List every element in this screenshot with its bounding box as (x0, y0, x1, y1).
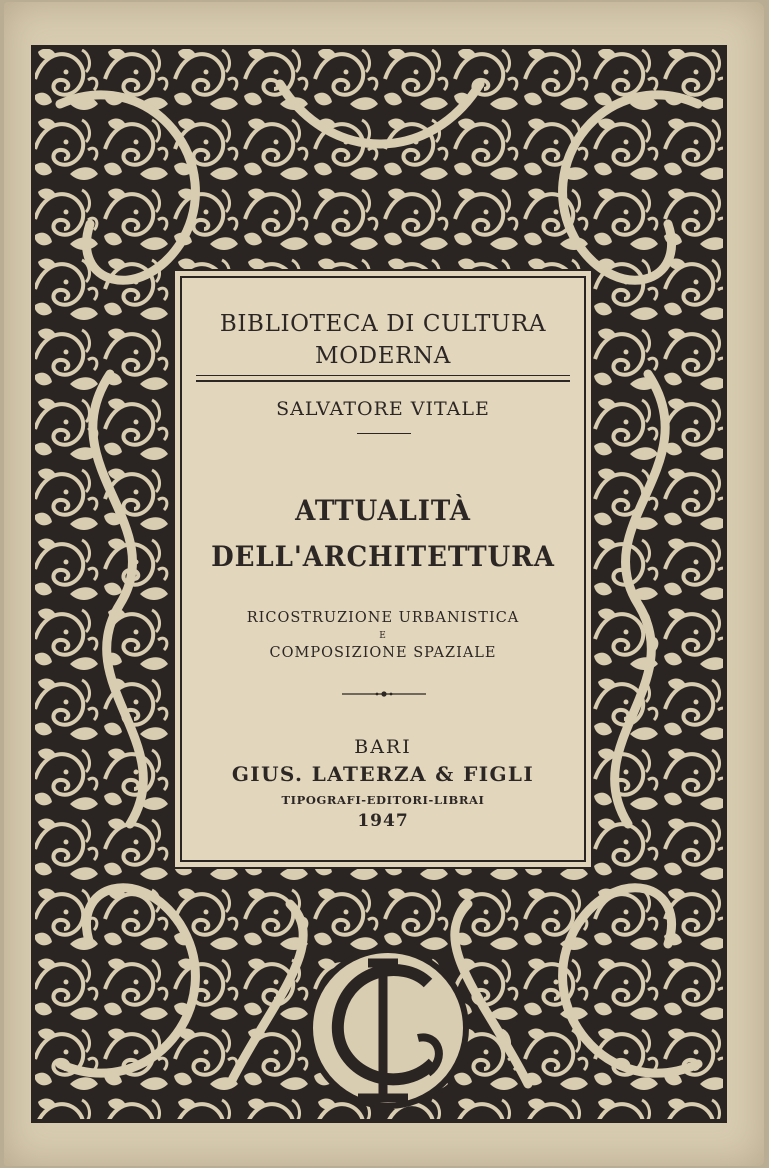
publisher-monogram-icon (298, 938, 478, 1118)
book-subtitle (182, 608, 584, 664)
series-line-1: BIBLIOTECA DI CULTURA (219, 311, 547, 337)
title-line-1: ATTUALITÀ (295, 494, 471, 527)
ornamental-rule-icon (342, 690, 426, 698)
author-name: SALVATORE VITALE (276, 398, 490, 420)
subtitle-conjunction: E (379, 631, 387, 641)
double-rule (196, 375, 570, 382)
publisher-trade: TIPOGRAFI-EDITORI-LIBRAI (281, 793, 485, 807)
subtitle-line-2: COMPOSIZIONE SPAZIALE (269, 645, 497, 661)
publisher-city: BARI (354, 736, 412, 758)
book-title (196, 488, 570, 580)
short-rule (357, 433, 411, 434)
publication-year: 1947 (357, 811, 409, 831)
publisher-name: GIUS. LATERZA & FIGLI (231, 762, 535, 786)
series-line-2: MODERNA (315, 343, 451, 369)
title-panel (180, 276, 586, 862)
title-line-2: DELL'ARCHITETTURA (211, 540, 555, 573)
subtitle-line-1: RICOSTRUZIONE URBANISTICA (246, 610, 520, 626)
series-title (182, 308, 584, 372)
